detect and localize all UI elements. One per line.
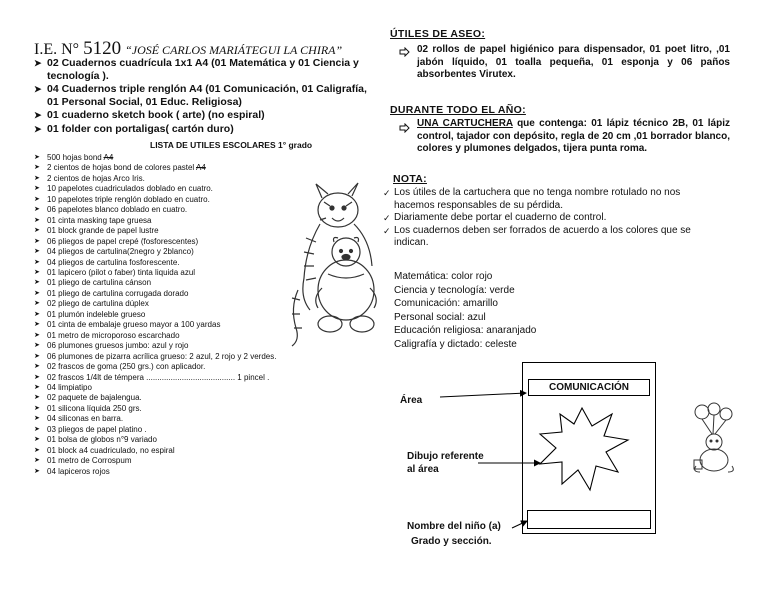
nota-item: ✓ Diariamente debe portar el cuaderno de control. [383, 212, 713, 225]
supply-struck-text: A4 [196, 163, 206, 173]
aseo-heading: ÚTILES DE ASEO: [390, 28, 486, 40]
main-item: ➤ 04 Cuadernos triple renglón A4 (01 Comunicación, 01 Caligrafía, 01 Personal Social, 01 Educ. Religiosa) [34, 83, 374, 108]
color-item: Ciencia y tecnología: verde [394, 284, 515, 296]
supply-text: 02 frascos 1/4lt de témpera ........................................ 1 pincel . [47, 372, 270, 382]
supply-text: 04 pliegos de cartulina(2negro y 2blanco) [47, 247, 194, 257]
supply-text: 02 paquete de bajalengua. [47, 393, 142, 403]
supply-text: 06 pliegos de papel crepé (fosforescentes) [47, 236, 199, 246]
school-number: 5120 [83, 38, 122, 59]
cartuchera-description: que contenga: 01 lápiz técnico 2B, 01 lápiz control, tajador con depósito, regla de 20 cm ,01 borrador blanco, colores y plumones delgados, tijera punta roma. [417, 118, 730, 154]
supply-text: 04 siliconas en barra. [47, 414, 124, 424]
color-item: Educación religiosa: anaranjado [394, 325, 537, 337]
supply-text: 06 papelotes blanco doblado en cuatro. [47, 205, 188, 215]
color-item: Caligrafía y dictado: celeste [394, 338, 517, 350]
supply-text: 500 hojas bond [47, 153, 104, 162]
supply-text: 10 papelotes cuadriculados doblado en cuatro. [47, 184, 213, 194]
main-item: ➤ 02 Cuadernos cuadrícula 1x1 A4 (01 Matemática y 01 Ciencia y tecnología ). [34, 57, 374, 82]
nota-item: ✓ Los cuadernos deben ser forrados de acuerdo a los colores que se indican. [383, 225, 713, 250]
area-arrow [440, 393, 526, 397]
cartuchera-label: UNA CARTUCHERA [417, 118, 513, 129]
starburst-drawing-icon [540, 408, 628, 490]
supply-text: 2 cientos de hojas bond de colores pastel [47, 163, 196, 173]
pooh-balloons-illustration [688, 402, 742, 474]
nota-item: ✓ Los útiles de la cartuchera que no tenga nombre rotulado no nos hacemos responsables de su pérdida. [383, 187, 713, 212]
supply-text: 01 metro de microporoso escarchado [47, 330, 180, 340]
nota-heading: NOTA: [393, 173, 427, 185]
supply-text: 04 pliegos de cartulina fosforescente. [47, 257, 180, 267]
supply-text: 02 pliego de cartulina dúplex [47, 299, 149, 309]
school-name: “JOSÉ CARLOS MARIÁTEGUI LA CHIRA” [125, 43, 343, 57]
supply-text: 10 papelotes triple renglón doblado en cuatro. [47, 194, 210, 204]
area-label: Área [400, 395, 423, 406]
supply-text: 01 block grande de papel lustre [47, 226, 159, 236]
drawing-label-line2: al área [407, 464, 439, 475]
supply-struck-text: A4 [103, 153, 114, 162]
supply-text: 01 bolsa de globos n°9 variado [47, 435, 157, 445]
supply-text: 04 limpiatipo [47, 382, 92, 392]
name-arrow [512, 521, 527, 528]
supply-text: 01 block a4 cuadriculado, no espiral [47, 445, 175, 455]
aseo-text: 02 rollos de papel higiénico para dispensador, 01 poet litro, ,01 jabón líquido, 01 toalla pequeña, 01 esponja y 06 paños absorbentes Virutex. [417, 44, 730, 80]
main-item: ➤ 01 cuaderno sketch book ( arte) (no espiral) [34, 109, 374, 122]
supply-text: 01 pliego de cartulina cánson [47, 278, 152, 288]
supply-text: 01 metro de Corrospum [47, 456, 132, 466]
supply-text: 03 pliegos de papel platino . [47, 424, 147, 434]
supply-text: 01 pliego de cartulina corrugada dorado [47, 288, 189, 298]
color-item: Matemática: color rojo [394, 271, 493, 282]
supply-text: 01 plumón indeleble grueso [47, 309, 146, 319]
color-item: Personal social: azul [394, 311, 486, 323]
supply-text: 04 lapiceros rojos [47, 466, 110, 476]
supply-text: 01 silicona líquida 250 grs. [47, 403, 142, 413]
supply-text: 06 plumones de pizarra acrílica grueso: 2 azul, 2 rojo y 2 verdes. [47, 351, 277, 361]
supply-text: 2 cientos de hojas Arco Iris. [47, 173, 145, 183]
supply-text: 06 plumones gruesos jumbo: azul y rojo [47, 341, 189, 351]
color-item: Comunicación: amarillo [394, 298, 498, 310]
name-label-line1: Nombre del niño (a) [407, 521, 501, 532]
supply-text: 01 cinta masking tape gruesa [47, 215, 152, 225]
name-label-line2: Grado y sección. [411, 536, 492, 547]
supply-text: 01 lapicero (pilot o faber) tinta liquida azul [47, 267, 196, 277]
supply-text: 02 frascos de goma (250 grs.) con aplicador. [47, 362, 206, 372]
supplies-list-title: LISTA DE UTILES ESCOLARES 1° grado [150, 140, 313, 150]
main-item: ➤ 01 folder con portaligas( cartón duro) [34, 123, 374, 136]
area-title-box: COMUNICACIÓN [528, 379, 650, 396]
anio-heading: DURANTE TODO EL AÑO: [390, 104, 526, 116]
school-prefix: I.E. N° [34, 41, 80, 58]
drawing-label-line1: Dibujo referente [407, 451, 484, 462]
supply-text: 01 cinta de embalaje grueso mayor a 100 yardas [47, 320, 221, 330]
